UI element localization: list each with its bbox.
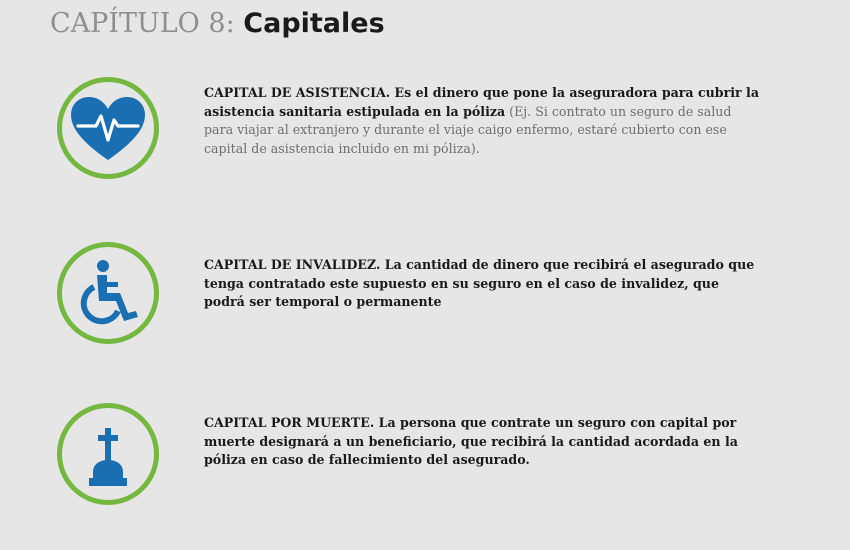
section-description: CAPITAL DE ASISTENCIA. Es el dinero que pone la aseguradora para cubrir la asistencia sanitaria estipulada en la póliza: [204, 85, 759, 119]
section-invalidez: [56, 241, 776, 351]
section-muerte: [56, 402, 776, 512]
section-text: [204, 84, 764, 158]
section-asistencia: [56, 76, 776, 186]
section-example: (Ej. Si contrato un seguro de salud para viajar al extranjero y durante el viaje caigo enfermo, estaré cubierto con ese capital de asistencia incluido en mi póliza).: [204, 103, 732, 156]
heart-pulse-icon: [56, 76, 160, 180]
grave-cross-icon: [56, 402, 160, 506]
section-description: CAPITAL POR MUERTE. La persona que contrate un seguro con capital por muerte designará a un beneficiario, que recibirá la cantidad acordada en la póliza en caso de fallecimiento del asegurado.: [204, 415, 738, 467]
chapter-label: CAPÍTULO 8:: [50, 8, 235, 39]
section-text: [204, 256, 764, 312]
section-description: CAPITAL DE INVALIDEZ. La cantidad de dinero que recibirá el asegurado que tenga contratado este supuesto en su seguro en el caso de invalidez, que podrá ser temporal o permanente: [204, 257, 755, 309]
section-text: [204, 414, 764, 470]
page-title: [50, 6, 385, 42]
chapter-title: Capitales: [243, 8, 385, 39]
wheelchair-icon: [56, 241, 160, 345]
